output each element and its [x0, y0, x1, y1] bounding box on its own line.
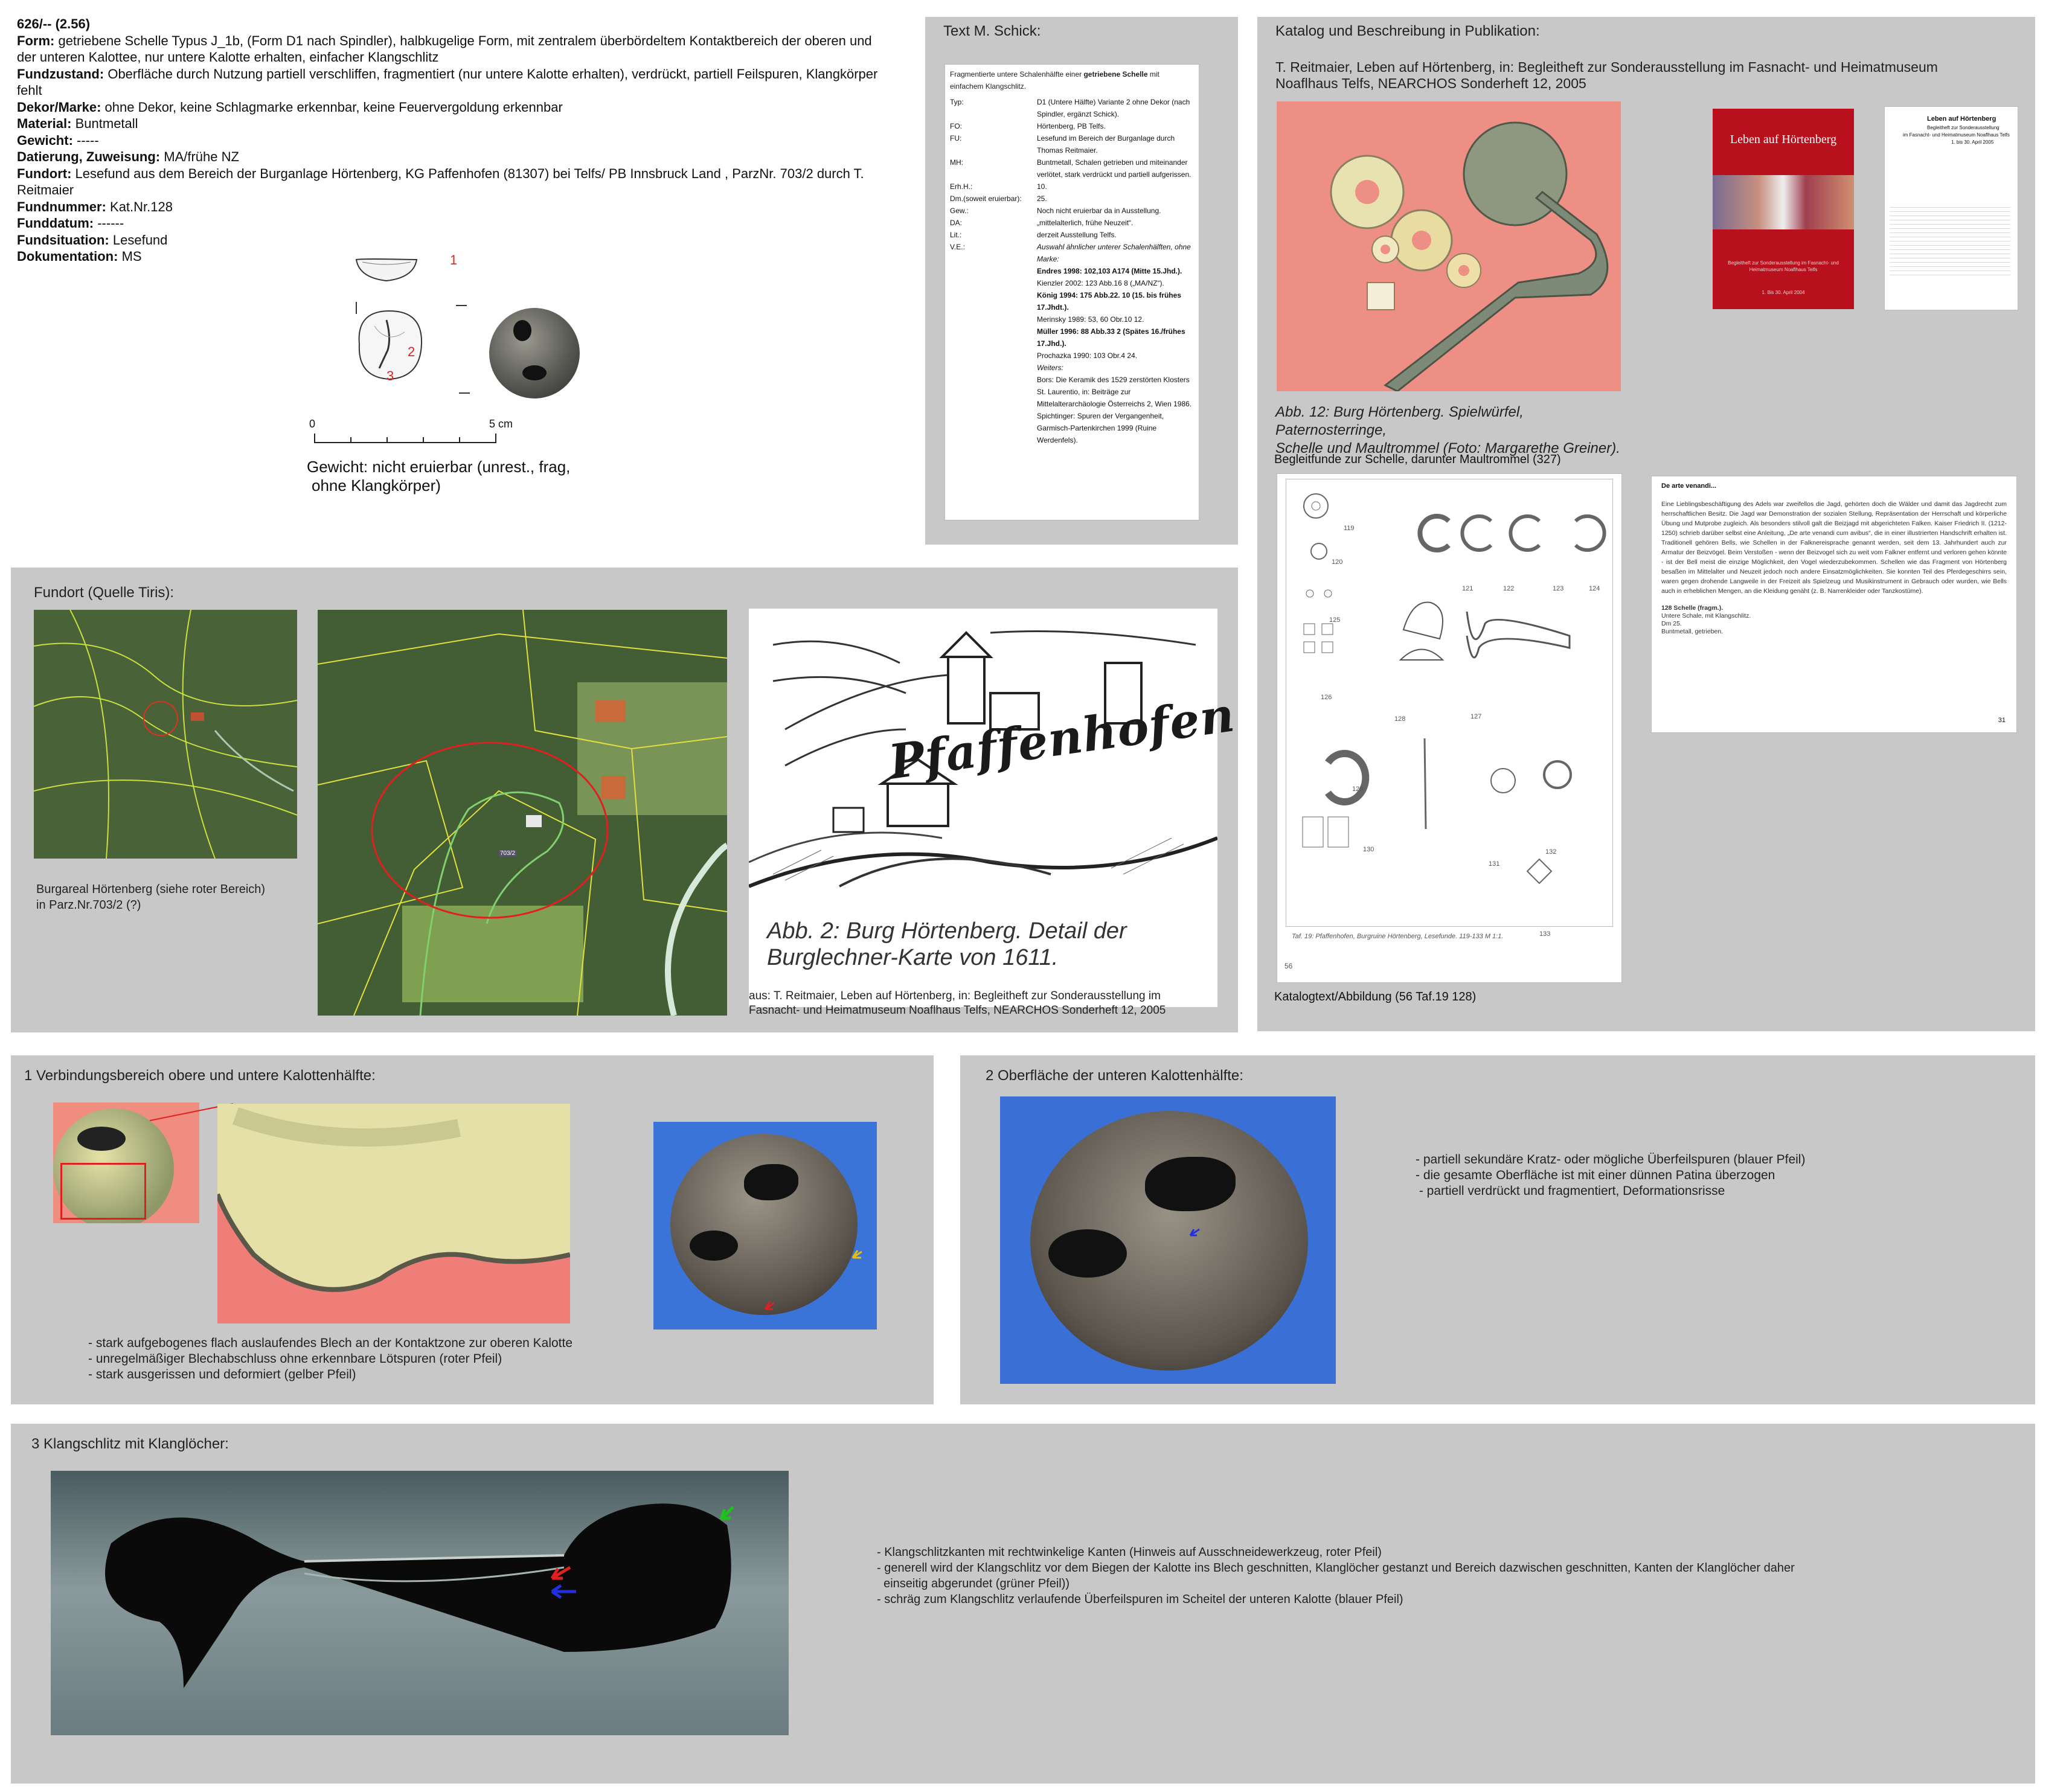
record-field: Funddatum: ------ [17, 216, 124, 231]
bullet-line: - die gesamte Oberfläche ist mit einer dünnen Patina überzogen [1416, 1168, 1775, 1182]
bullet-line: - schräg zum Klangschlitz verlaufende Überfeilspuren im Scheitel der unteren Kalotte (blauer Pfeil) [877, 1593, 1403, 1606]
bullet-line: - stark aufgebogenes flach auslaufendes Blech an der Kontaktzone zur oberen Kalotte [88, 1336, 573, 1350]
detail1-zoom-photo [217, 1104, 570, 1323]
bullet-line: - Klangschlitzkanten mit rechtwinkelige Kanten (Hinweis auf Ausschneidewerkzeug, roter Pfeil) [877, 1546, 1382, 1559]
scale-bar [314, 434, 496, 443]
detail2-photo [1000, 1096, 1336, 1384]
bullet-line: - partiell verdrückt und fragmentiert, Deformationsrisse [1416, 1184, 1725, 1198]
schick-panel [925, 17, 1238, 545]
schick-intro: Fragmentierte untere Schalenhälfte einer getriebene Schelle mit einfachem Klangschlitz. [950, 70, 1159, 91]
bullet-line: einseitig abgerundet (grüner Pfeil)) [877, 1577, 1070, 1590]
plate-page-number: 56 [1284, 962, 1293, 970]
schick-row: Kienzler 2002: 123 Abb.16 8 („MA/NZ“). [1037, 279, 1164, 287]
schick-rows [950, 96, 1194, 446]
detail2-title: 2 Oberfläche der unteren Kalottenhälfte: [986, 1067, 1243, 1084]
schick-row: V.E.: Auswahl ähnlicher unterer Schalenhälften, ohne Marke: [950, 243, 1191, 263]
blue-arrow [1190, 1229, 1199, 1235]
schick-row: Endres 1998: 102,103 A174 (Mitte 15.Jhd.). [1037, 267, 1182, 275]
schick-row: Merinsky 1989: 53, 60 Obr.10 12. [1037, 315, 1144, 324]
red-arrow [765, 1302, 774, 1309]
bullet-line: - unregelmäßiger Blechabschluss ohne erkennbare Lötspuren (roter Pfeil) [88, 1352, 502, 1366]
bell-drawing-svg [350, 254, 471, 405]
katalog-panel [1257, 17, 2035, 1031]
finds-photo-caption: Abb. 12: Burg Hörtenberg. Spielwürfel, Paternosterringe, Schelle und Maultrommel (Foto: Margarethe Greiner). [1275, 404, 1620, 456]
plate-page [1277, 473, 1622, 983]
plate-number: 119 [1344, 525, 1355, 532]
venandi-text: Eine Lieblingsbeschäftigung des Adels war zweifellos die Jagd, gehörten doch die Wälder und damit das Jagdrecht zum herrschaftlichen Besitz. Die Jagd war Demonstration der sozialen Stellung, Repräsentation der Herrschaft und körperliche Übung und Mutprobe zugleich. Als besonders stilvoll galt die Beizjagd mit abgerichteten Falken. Kaiser Friedrich II. (1212-1250) schrieb darüber selbst eine Anleitung, „De arte venandi cum avibus“, die in einer illustrierten Handschrift erhalten ist. Traditionell gehören Bells, wie Schellen in der Falknereisprache genannt werden, seit dem 13. Jahrhundert auch zur Armatur der Beizvögel. Beim Verstoßen - wenn der Beizvogel sich zu weit vom Falkner entfernt und verloren gehen könnte - ist der Bell meist die einzige Möglichkeit, den Vogel wiederzubekommen. Schellen wie das Fragment von Hörtenberg besaßen im Mittelalter und Neuzeit jedoch noch andere Einsatzmöglichkeiten. Sie konnten Teil des Pferdegeschirrs sein, waren gegen drohende Langweile in der Freizeit als Spielzeug und Musikinstrument in Gebrauch oder wurden, wie Bells auch in erheblichen Mengen, an die Kleidung genäht (z. B. Narrenkleider oder Tanzkostüme). [1661, 501, 2007, 595]
schick-row: König 1994: 175 Abb.22. 10 (15. bis frühes 17.Jhdt.). [1037, 291, 1181, 312]
record-field: Gewicht: ----- [17, 132, 99, 148]
bell-drawing [350, 254, 471, 405]
overview-map [34, 610, 297, 859]
weight-note: Gewicht: nicht eruierbar (unrest., frag, ohne Klangkörper) [307, 458, 571, 494]
plate-number: 128 [1394, 715, 1406, 723]
drawing-dashes-2 [459, 392, 470, 394]
plate-number: 133 [1539, 930, 1551, 938]
schick-row: Müller 1996: 88 Abb.33 2 (Spätes 16./frühes 17.Jhd.). [1037, 327, 1185, 348]
plate-number: 123 [1553, 585, 1564, 592]
plate-caption: Taf. 19: Pfaffenhofen, Burgruine Hörtenberg, Lesefunde. 119-133 M 1:1. [1292, 933, 1504, 940]
plate-number: 130 [1363, 846, 1374, 853]
yellow-arrow [853, 1250, 862, 1258]
book-title-page: Leben auf Hörtenberg Begleitheft zur Sonderausstellung im Fasnacht- und Heimatmuseum Noaflhaus Telfs 1. bis 30. April 2005 [1884, 106, 2018, 310]
record-field: Fundzustand: Oberfläche durch Nutzung partiell verschliffen, fragmentiert (nur untere Kalotte erhalten), verdrückt, partiell Feilspuren, Klangkörper fehlt [17, 66, 878, 98]
detail2-bullets [1416, 1152, 1805, 1199]
detail1-thumb-frame [60, 1163, 146, 1220]
venandi-page-number: 31 [1998, 717, 2006, 724]
detail1-blue-photo [653, 1122, 877, 1330]
detail3-photo [51, 1471, 789, 1735]
schick-row: Spichtinger: Spuren der Vergangenheit, Garmisch-Partenkirchen 1999 (Ruine Werdenfels). [1037, 412, 1164, 444]
schick-row: Gew.: Noch nicht eruierbar da in Ausstellung. [950, 206, 1161, 215]
detail3-title: 3 Klangschlitz mit Klanglöcher: [31, 1436, 229, 1452]
venandi-title: De arte venandi... [1661, 482, 1717, 490]
plate-number: 127 [1470, 713, 1482, 720]
record-field: Form: getriebene Schelle Typus J_1b, (Form D1 nach Spindler), halbkugelige Form, mit zentralem überbördeltem Kontaktbereich der oberen und der unteren Kalottee, nur untere Kalotte erhalten, einfacher Klangschlitz [17, 33, 872, 65]
record-field: Material: Buntmetall [17, 116, 138, 131]
green-arrow [721, 1507, 733, 1519]
schick-row: MH: Buntmetall, Schalen getrieben und miteinander verlötet, stark verdrückt und partiell aufgerissen. [950, 158, 1191, 179]
detail-map [318, 610, 727, 1016]
bell-photo [489, 308, 580, 398]
map-caption: Burgareal Hörtenberg (siehe roter Bereich) in Parz.Nr.703/2 (?) [36, 883, 266, 912]
katalog-caption: Katalogtext/Abbildung (56 Taf.19 128) [1274, 990, 1477, 1003]
schick-row: Typ: D1 (Untere Hälfte) Variante 2 ohne Dekor (nach Spindler, ergänzt Schick). [950, 98, 1190, 118]
woodcut-source: aus: T. Reitmaier, Leben auf Hörtenberg, in: Begleitheft zur Sonderausstellung im Fasnacht- und Heimatmuseum Noaflhaus Telfs, NEARCHOS Sonderheft 12, 2005 [749, 990, 1166, 1017]
schick-row: Dm.(soweit eruierbar): 25. [950, 194, 1047, 203]
detail2-panel [960, 1055, 2035, 1404]
book-cover-images [1713, 175, 1854, 229]
plate-number: 122 [1503, 585, 1515, 592]
plate-number: 132 [1545, 848, 1557, 856]
plate-drawings [1286, 479, 1612, 926]
book-cover: Leben auf Hörtenberg Begleitheft zur Sonderausstellung im Fasnacht- und Heimatmuseum Noaflhaus Telfs 1. Bis 30. April 2004 [1713, 109, 1854, 309]
woodcut-box [749, 609, 1239, 1007]
schick-row: Erh.H.: 10. [950, 182, 1047, 191]
detail3-panel [11, 1424, 2035, 1784]
plate-number: 121 [1462, 585, 1474, 592]
plate-number: 131 [1489, 860, 1500, 868]
finds-photo [1277, 101, 1621, 391]
record-field: Dokumentation: MS [17, 249, 142, 264]
record-field: Datierung, Zuweisung: MA/frühe NZ [17, 149, 239, 164]
begleitfunde-label: Begleitfunde zur Schelle, darunter Maultrommel (327) [1274, 453, 1561, 466]
schick-title: Text M. Schick: [943, 23, 1041, 39]
bullet-line: - stark ausgerissen und deformiert (gelber Pfeil) [88, 1368, 356, 1381]
schick-row: FU: Lesefund im Bereich der Burganlage durch Thomas Reitmaier. [950, 134, 1175, 155]
katalog-citation: T. Reitmaier, Leben auf Hörtenberg, in: Begleitheft zur Sonderausstellung im Fasnacht- und Heimatmuseum Noaflhaus Telfs, NEARCHOS Sonderheft 12, 2005 [1275, 59, 1938, 91]
plate-number: 125 [1329, 616, 1341, 624]
katalog-title: Katalog und Beschreibung in Publikation: [1275, 23, 1540, 39]
drawing-label-1: 1 [450, 252, 458, 267]
schick-row: Lit.: derzeit Ausstellung Telfs. [950, 231, 1117, 239]
record-field: Fundsituation: Lesefund [17, 232, 168, 248]
venandi-entry: 128 Schelle (fragm.). Untere Schale, mit Klangschlitz. Dm 25. Buntmetall, getrieben. [1661, 604, 1751, 635]
bullet-line: - partiell sekundäre Kratz- oder mögliche Überfeilspuren (blauer Pfeil) [1416, 1153, 1806, 1166]
record-field: Fundnummer: Kat.Nr.128 [17, 199, 173, 214]
record-field: Fundort: Lesefund aus dem Bereich der Burganlage Hörtenberg, KG Paffenhofen (81307) bei Telfs/ PB Innsbruck Land , ParzNr. 703/2 durch T. Reitmaier [17, 165, 864, 197]
detail1-bullets [88, 1336, 572, 1383]
detail-map-parcel-label: 703/2 [500, 850, 516, 857]
venandi-page [1651, 476, 2017, 733]
schick-row: Bors: Die Keramik des 1529 zerstörten Klosters St. Laurentio, in: Beiträge zur Mittelalterarchäologie Österreichs 2, Wien 1986. [1037, 376, 1192, 408]
woodcut-caption: Abb. 2: Burg Hörtenberg. Detail der Burglechner-Karte von 1611. [767, 918, 1127, 970]
woodcut-lettering: Pfaffenhofen [885, 687, 1239, 790]
schick-row: DA: „mittelalterlich, frühe Neuzeit“. [950, 219, 1134, 227]
bullet-line: - generell wird der Klangschlitz vor dem Biegen der Kalotte ins Blech geschnitten, Klanglöcher gestanzt und Bereich dazwischen geschnitten, Kanten der Klanglöcher daher [877, 1561, 1795, 1575]
scale-end-label: 5 cm [489, 418, 513, 430]
record-id: 626/-- (2.56) [17, 16, 91, 31]
schick-text-page [944, 64, 1199, 520]
schick-row: Prochazka 1990: 103 Obr.4 24. [1037, 351, 1138, 360]
drawing-label-3: 3 [386, 368, 394, 383]
fundort-title: Fundort (Quelle Tiris): [34, 584, 175, 601]
schick-row: Weiters: [1037, 363, 1063, 372]
title-page-imprint [1890, 203, 2010, 276]
plate-number: 124 [1589, 585, 1600, 592]
record-fields [17, 33, 887, 265]
detail3-bullets [877, 1544, 1795, 1607]
drawing-label-2: 2 [408, 344, 415, 359]
plate-number: 120 [1332, 558, 1343, 566]
schick-row: FO: Hörtenberg, PB Telfs. [950, 122, 1106, 130]
scale-start-label: 0 [309, 418, 316, 430]
plate-number: 126 [1321, 694, 1332, 701]
fundort-panel [11, 568, 1238, 1032]
record-header [17, 16, 887, 265]
plate-number: 129 [1352, 786, 1364, 793]
drawing-dashes [456, 305, 467, 306]
record-field: Dekor/Marke: ohne Dekor, keine Schlagmarke erkennbar, keine Feuervergoldung erkennbar [17, 99, 563, 115]
detail1-title: 1 Verbindungsbereich obere und untere Kalottenhälfte: [24, 1067, 376, 1084]
detail1-panel [11, 1055, 934, 1404]
